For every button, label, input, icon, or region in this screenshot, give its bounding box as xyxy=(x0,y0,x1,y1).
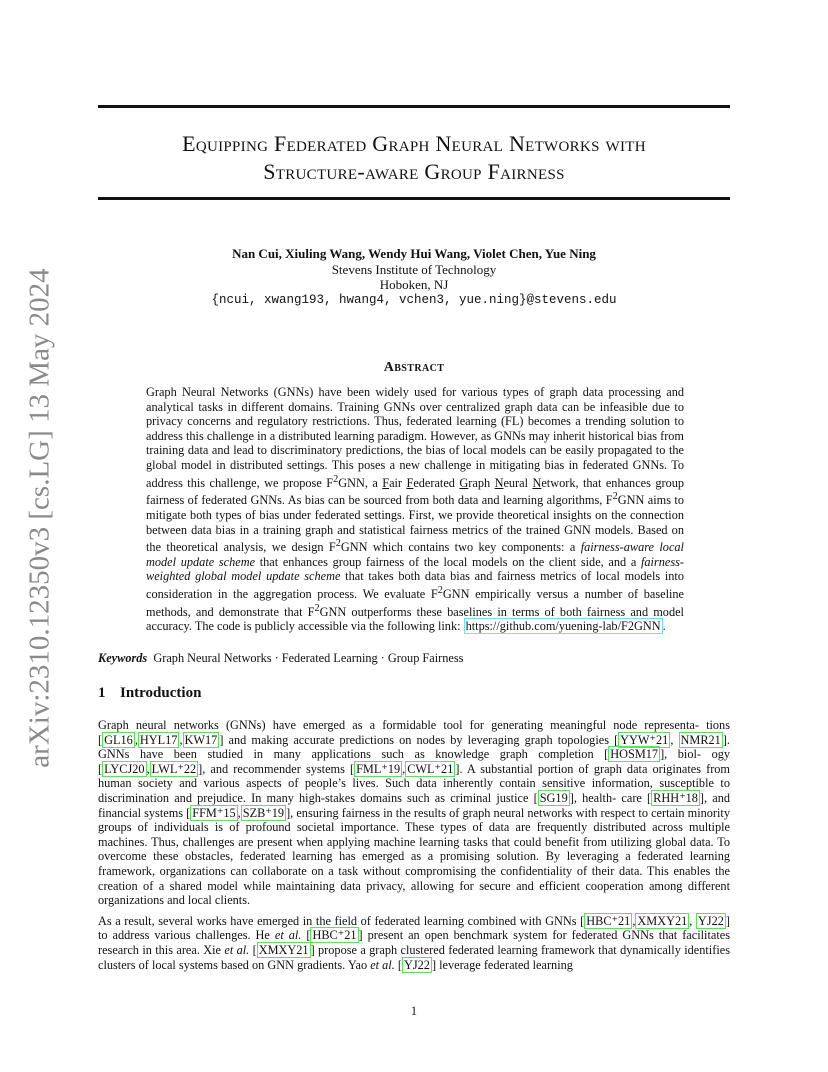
abstract-body xyxy=(146,385,684,634)
section-heading xyxy=(98,685,201,702)
citation[interactable]: RHH⁺18 xyxy=(653,790,698,805)
citation[interactable]: XMXY21 xyxy=(637,913,688,928)
citation[interactable]: HBC⁺21 xyxy=(586,913,631,928)
citation[interactable]: HOSM17 xyxy=(610,747,659,762)
arxiv-stamp: arXiv:2310.12350v3 [cs.LG] 13 May 2024 xyxy=(23,268,56,768)
citation[interactable]: YYW⁺21 xyxy=(620,732,669,747)
location: Hoboken, NJ xyxy=(379,277,449,292)
section-number: 1 xyxy=(98,685,106,701)
citation[interactable]: LWL⁺22 xyxy=(151,761,197,776)
introduction-body xyxy=(98,718,730,978)
citation[interactable]: YJ22 xyxy=(697,913,724,928)
keywords-label: Keywords xyxy=(98,651,148,665)
citation[interactable]: HBC⁺21 xyxy=(312,928,357,943)
citation[interactable]: LYCJ20 xyxy=(104,761,145,776)
keywords-text: Graph Neural Networks · Federated Learning · Group Fairness xyxy=(153,651,464,665)
citation[interactable]: GL16 xyxy=(104,732,133,747)
citation[interactable]: FML⁺19 xyxy=(356,761,401,776)
affiliation: Stevens Institute of Technology xyxy=(331,261,497,277)
citation[interactable]: CWL⁺21 xyxy=(407,761,454,776)
citation[interactable]: XMXY21 xyxy=(258,942,309,957)
section-title: Introduction xyxy=(120,685,202,701)
author-block xyxy=(98,246,730,308)
citation[interactable]: KW17 xyxy=(184,732,218,747)
bottom-rule xyxy=(98,197,730,200)
citation[interactable]: YJ22 xyxy=(403,957,430,972)
keywords xyxy=(98,651,730,666)
citation[interactable]: SZB⁺19 xyxy=(242,805,285,820)
paper-title: Equipping Federated Graph Neural Networks with Structure-aware Group Fairness xyxy=(182,131,646,184)
top-rule xyxy=(98,105,730,108)
citation[interactable]: FFM⁺15 xyxy=(192,805,236,820)
citation[interactable]: HYL17 xyxy=(139,732,178,747)
abstract-paragraph: Graph Neural Networks (GNNs) have been widely used for various types of graph data processing and analytical tasks in different domains. Training GNNs over centralized graph data can be infeasible due to privacy concerns and regulatory restrictions. Thus, federated learning (FL) becomes a trending solution to address this challenge in a distributed learning paradigm. However, as GNNs may inherit historical bias from training data and lead to discriminatory predictions, the bias of local models can be easily propagated to the global model in distributed settings. This poses a new challenge in mitigating bias in federated GNNs. To address this challenge, we propose $F^2GNN$, a Fair Federated Graph Neural Network, that enhances group fairness of federated GNNs. As bias can be sourced from both data and learning algorithms, $F^2GNN$ aims to mitigate both types of bias under federated settings. First, we provide theoretical insights on the connection between data bias in a training graph and statistical fairness metrics of the trained GNN models. Based on the theoretical analysis, we design $F^2GNN$ which contains two key components: a fairness-aware local model update scheme that enhances group fairness of the local models on the client side, and a fairness-weighted global model update scheme that takes both data bias and fairness metrics of local models into consideration in the aggregation process. We evaluate $F^2GNN$ empirically versus a number of baseline methods, and demonstrate that $F^2GNN$ outperforms these baselines in terms of both fairness and model accuracy. The code is publicly accessible via the following link: https://github.com/yuening-lab/F2GNN . xyxy=(146,385,685,634)
author-emails: {ncui, xwang193, hwang4, vchen3, yue.ning}@stevens.edu xyxy=(211,292,617,307)
citation[interactable]: SG19 xyxy=(539,790,568,805)
page-number: 1 xyxy=(410,1004,418,1018)
code-link[interactable]: https://github.com/yuening-lab/F2GNN xyxy=(465,619,661,634)
intro-paragraph-1: Graph neural networks (GNNs) have emerged as a formidable tool for generating meaningful node representa- tions [ GL16 , HYL17 , KW17 ] and making accurate predictions on nodes by leveraging graph topologies [ YYW⁺21 , NMR21 ]. GNNs have been studied in many applications such as knowledge graph completion [ HOSM17 ], biol- ogy [ LYCJ20 , LWL⁺22 ], and recommender systems [ FML⁺19 , CWL⁺21 ]. A substantial portion of graph data originates from human society and various aspects of people’s lives. Such data inherently contain sensitive information, susceptible to discrimination and prejudice. In many high-stakes domains such as criminal justice [ SG19 ], health- care [ RHH⁺18 ], and financial systems [ FFM⁺15 , SZB⁺19 ], ensuring fairness in the results of graph neural networks with respect to certain minority groups of individuals is of profound societal importance. These types of data are frequently distributed across multiple machines. Thus, challenges are present when applying machine learning tasks that could benefit from utilizing global data. To overcome these obstacles, federated learning has emerged as a promising solution. By leveraging a federated learning framework, organizations can collaborate on a task without compromising the confidentiality of their data. This enables the creation of a shared model while maintaining data privacy, allowing for secure and efficient cooperation among different organizations and local clients. xyxy=(98,718,731,908)
author-names: Nan Cui, Xiuling Wang, Wendy Hui Wang, Violet Chen, Yue Ning xyxy=(232,246,596,261)
abstract-heading: Abstract xyxy=(383,360,445,375)
intro-paragraph-2: As a result, several works have emerged in the field of federated learning combined with GNNs [ HBC⁺21 , XMXY21 , YJ22 ] to address various challenges. He et al. [ HBC⁺21 ] present an open benchmark system for federated GNNs that facilitates research in this area. Xie et al. [ XMXY21 ] propose a graph clustered federated learning framework that dynamically identifies clusters of local systems based on GNN gradients. Yao et al. [ YJ22 ] leverage federated learning xyxy=(98,913,730,972)
citation[interactable]: NMR21 xyxy=(680,732,721,747)
